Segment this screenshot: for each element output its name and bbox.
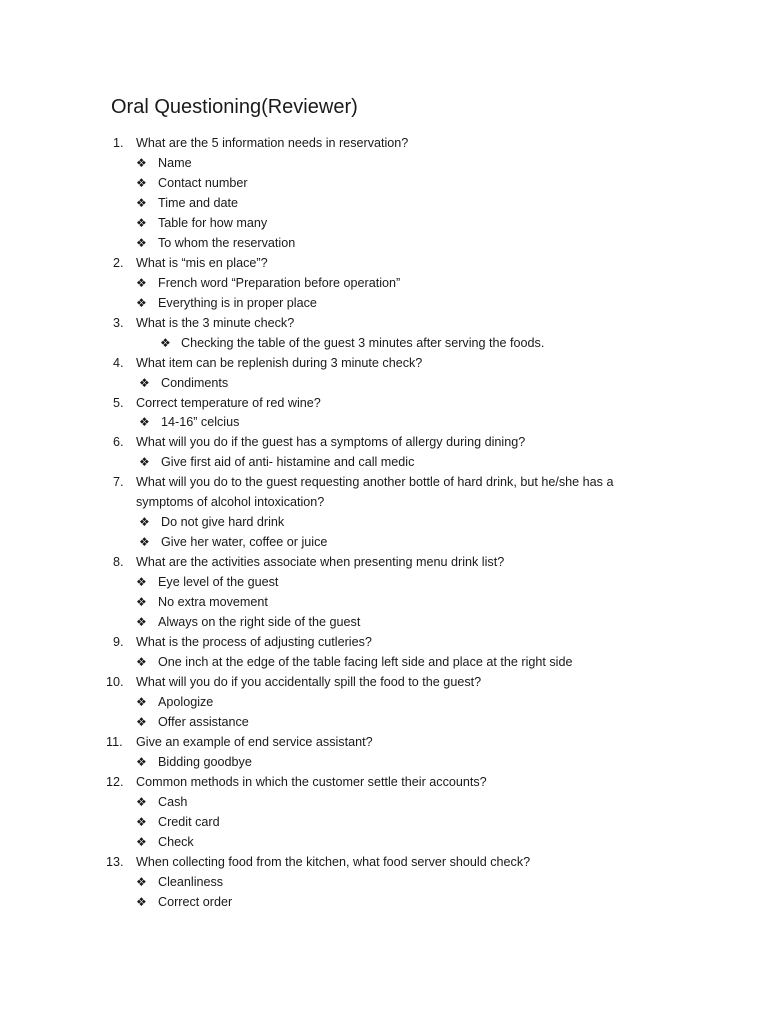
bullet-icon: ❖ [136, 615, 147, 629]
question-text: What will you do if the guest has a symptoms of allergy during dining? [136, 435, 526, 449]
answer-text: Offer assistance [158, 715, 249, 729]
answer-text: Name [158, 156, 192, 170]
answer-text: Table for how many [158, 216, 268, 230]
answer-text: Checking the table of the guest 3 minutes after serving the foods. [181, 336, 545, 350]
question-text: What are the activities associate when presenting menu drink list? [136, 555, 505, 569]
answer-text: Contact number [158, 176, 248, 190]
question-number: 6. [113, 435, 124, 449]
question-number: 4. [113, 356, 124, 370]
question-number: 10. [106, 675, 124, 689]
question-number: 2. [113, 256, 124, 270]
bullet-icon: ❖ [136, 595, 147, 609]
bullet-icon: ❖ [136, 815, 147, 829]
question-text: What item can be replenish during 3 minute check? [136, 356, 423, 370]
page-title: Oral Questioning(Reviewer) [111, 96, 358, 118]
question-number: 7. [113, 475, 124, 489]
bullet-icon: ❖ [160, 336, 171, 350]
question-number: 1. [113, 136, 124, 150]
answer-text: Check [158, 835, 194, 849]
bullet-icon: ❖ [136, 575, 147, 589]
question-number: 8. [113, 555, 124, 569]
answer-text: Do not give hard drink [161, 515, 285, 529]
question-text-continued: symptoms of alcohol intoxication? [136, 495, 325, 509]
answer-text: Give her water, coffee or juice [161, 535, 328, 549]
question-text: When collecting food from the kitchen, what food server should check? [136, 855, 531, 869]
bullet-icon: ❖ [136, 176, 147, 190]
answer-text: Everything is in proper place [158, 296, 317, 310]
answer-text: 14-16” celcius [161, 415, 240, 429]
question-text: Give an example of end service assistant? [136, 735, 373, 749]
question-number: 11. [106, 735, 123, 749]
bullet-icon: ❖ [139, 455, 150, 469]
bullet-icon: ❖ [136, 715, 147, 729]
answer-text: To whom the reservation [158, 236, 296, 250]
answer-text: Bidding goodbye [158, 755, 252, 769]
answer-text: French word “Preparation before operation” [158, 276, 401, 290]
bullet-icon: ❖ [136, 875, 147, 889]
bullet-icon: ❖ [136, 276, 147, 290]
question-text: What is the process of adjusting cutleries? [136, 635, 372, 649]
bullet-icon: ❖ [139, 515, 150, 529]
answer-text: No extra movement [158, 595, 268, 609]
bullet-icon: ❖ [136, 755, 147, 769]
question-text: Correct temperature of red wine? [136, 396, 321, 410]
question-number: 3. [113, 316, 124, 330]
bullet-icon: ❖ [136, 695, 147, 709]
question-text: What will you do to the guest requesting another bottle of hard drink, but he/she has a [136, 475, 614, 489]
answer-text: Correct order [158, 895, 233, 909]
answer-text: Apologize [158, 695, 214, 709]
question-text: What will you do if you accidentally spill the food to the guest? [136, 675, 482, 689]
bullet-icon: ❖ [136, 795, 147, 809]
question-number: 12. [106, 775, 124, 789]
answer-text: Give first aid of anti- histamine and call medic [161, 455, 415, 469]
answer-text: Cleanliness [158, 875, 224, 889]
bullet-icon: ❖ [136, 236, 147, 250]
answer-text: Eye level of the guest [158, 575, 279, 589]
question-text: Common methods in which the customer settle their accounts? [136, 775, 487, 789]
question-number: 5. [113, 396, 124, 410]
answer-text: Credit card [158, 815, 220, 829]
bullet-icon: ❖ [136, 196, 147, 210]
bullet-icon: ❖ [136, 835, 147, 849]
bullet-icon: ❖ [136, 655, 147, 669]
question-text: What is the 3 minute check? [136, 316, 295, 330]
bullet-icon: ❖ [136, 216, 147, 230]
bullet-icon: ❖ [139, 415, 150, 429]
answer-text: Always on the right side of the guest [158, 615, 361, 629]
question-text: What is “mis en place”? [136, 256, 268, 270]
bullet-icon: ❖ [136, 296, 147, 310]
bullet-icon: ❖ [136, 895, 147, 909]
question-number: 13. [106, 855, 124, 869]
answer-text: One inch at the edge of the table facing left side and place at the right side [158, 655, 573, 669]
answer-text: Time and date [158, 196, 239, 210]
question-text: What are the 5 information needs in reservation? [136, 136, 409, 150]
bullet-icon: ❖ [139, 535, 150, 549]
bullet-icon: ❖ [139, 376, 150, 390]
bullet-icon: ❖ [136, 156, 147, 170]
answer-text: Cash [158, 795, 188, 809]
answer-text: Condiments [161, 376, 229, 390]
question-number: 9. [113, 635, 124, 649]
